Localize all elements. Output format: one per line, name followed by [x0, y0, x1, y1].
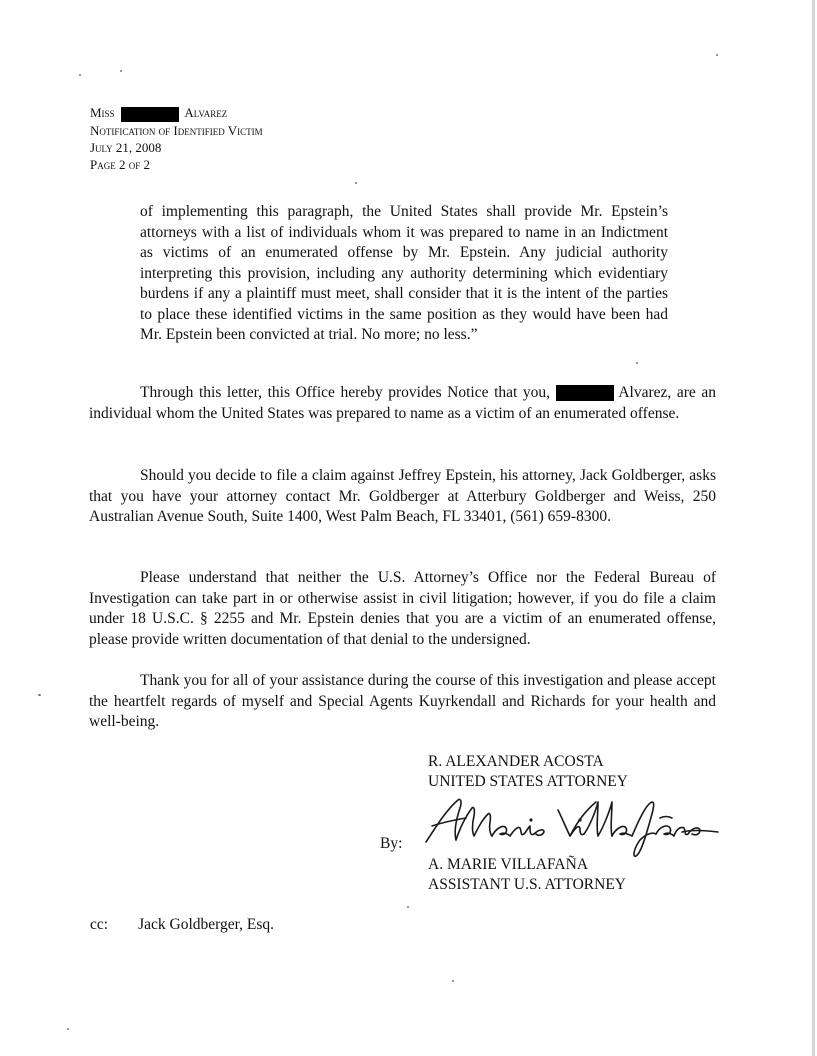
claim-paragraph — [89, 466, 716, 528]
cc-label: cc: — [90, 916, 109, 933]
scan-speck — [452, 980, 454, 982]
header-subject: Notification of Identified Victim — [90, 122, 263, 138]
scan-edge — [812, 0, 815, 1056]
signer-title-2: ASSISTANT U.S. ATTORNEY — [428, 876, 626, 893]
letter-header — [90, 104, 263, 173]
signer-name: R. ALEXANDER ACOSTA — [428, 753, 604, 770]
redaction-box — [556, 385, 614, 401]
scan-speck — [79, 74, 81, 76]
notice-text-start: Through this letter, this Office hereby provides Notice that you, — [140, 384, 551, 401]
quoted-paragraph: of implementing this paragraph, the United States shall provide Mr. Epstein’s attorneys with a list of individuals whom it was prepared to name in an Indictment as victims of an enumerated offense by Mr. Epstein. Any judicial authority interpreting this provision, including any authority determining which evidentiary burdens if any a plaintiff must meet, shall consider that it is the intent of the parties to place these identified victims in the same position as they would have been had Mr. Epstein been convicted at trial. No more; no less.” — [140, 203, 668, 343]
scan-speck — [67, 1028, 69, 1030]
header-recipient-name: Alvarez — [184, 105, 228, 120]
litigation-paragraph — [89, 568, 716, 650]
signer-title: UNITED STATES ATTORNEY — [428, 773, 628, 790]
notice-paragraph — [89, 383, 716, 424]
cc-line — [90, 916, 274, 934]
header-date: July 21, 2008 — [90, 139, 162, 155]
scan-speck — [355, 182, 357, 184]
redaction-box — [121, 107, 179, 122]
closing-paragraph — [89, 671, 716, 733]
header-recipient — [90, 104, 263, 122]
litigation-text: Please understand that neither the U.S. Attorney’s Office nor the Federal Bureau of Investigation can take part in or otherwise assist in civil litigation; however, if you do file a claim under 18 U.S.C. § 2255 and Mr. Epstein denies that you are a victim of an enumerated offense, please provide written documentation of that denial to the undersigned. — [89, 569, 716, 648]
scan-speck — [407, 906, 409, 908]
header-page-number: Page 2 of 2 — [90, 156, 150, 172]
by-label: By: — [380, 835, 403, 852]
notice-text-end: Alvarez, are an individual whom the United States was prepared to name as a victim of an enumerated offense. — [89, 384, 716, 422]
closing-text: Thank you for all of your assistance during the course of this investigation and please accept the heartfelt regards of myself and Special Agents Kuyrkendall and Richards for your health and well-being. — [89, 672, 716, 730]
handwritten-signature — [420, 792, 725, 860]
signer-name-2: A. MARIE VILLAFAÑA — [428, 856, 589, 873]
cc-recipient: Jack Goldberger, Esq. — [138, 916, 275, 933]
scan-speck — [716, 54, 718, 56]
claim-text: Should you decide to file a claim against Jeffrey Epstein, his attorney, Jack Goldberger, asks that you have your attorney contact Mr. Goldberger at Atterbury Goldberger and Weiss, 250 Australian Avenue South, Suite 1400, West Palm Beach, FL 33401, (561) 659-8300. — [89, 467, 716, 525]
header-title-prefix: Miss — [90, 105, 115, 120]
scan-speck — [636, 362, 638, 364]
scan-speck — [120, 70, 122, 72]
scan-speck — [38, 694, 41, 696]
